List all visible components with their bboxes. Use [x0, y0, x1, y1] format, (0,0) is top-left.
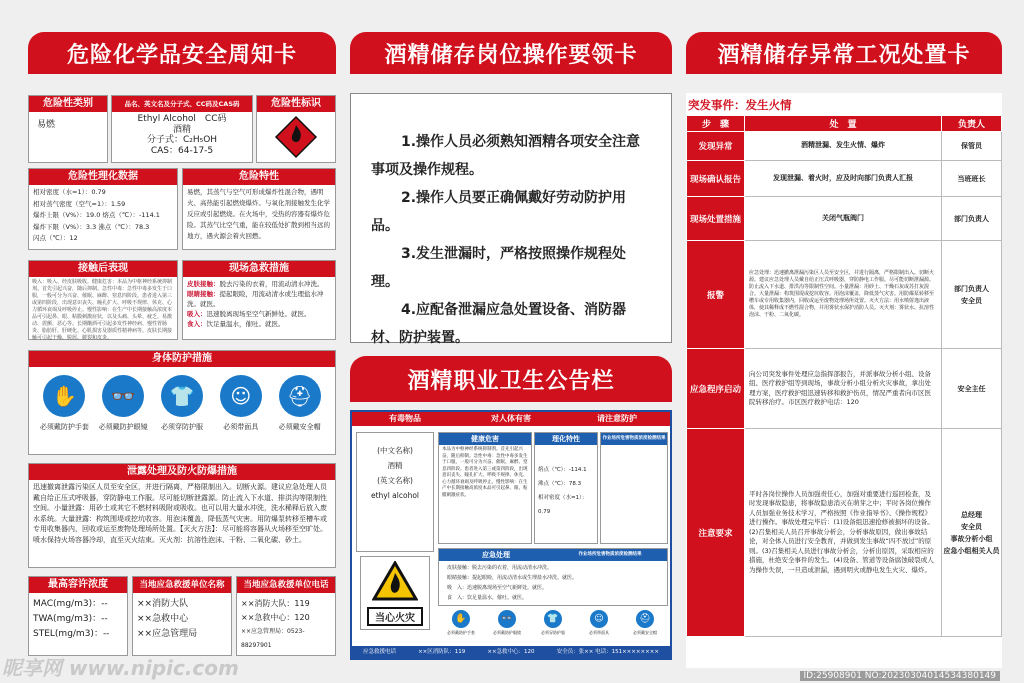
max-concentration-box: 最高容许浓度 MAC(mg/m3)：-- TWA(mg/m3)：-- STEL(mg/m3)：-- [28, 576, 128, 656]
ppe-helmet: ⛑ 必须戴安全帽 [271, 375, 329, 432]
rescue-phone-box: 当地应急救援单位电话 ××消防大队：119 ××急救中心：120 ××应急管理局：0523-88297901 [236, 576, 336, 656]
physchem-box: 危险性理化数据 相对密度（水=1）：0.79 相对蒸气密度（空气=1）：1.59 爆炸上限（V%）：19.0 熔点（℃）：-114.1 爆炸下限（V%）：3.3 沸点（℃）：78.3 闪点（℃）：12 [28, 168, 178, 250]
gas-mask-icon: ☺ [220, 375, 262, 417]
table-row: 现场处置措施 关闭气瓶阀门 部门负责人 [687, 197, 1002, 241]
table-row: 应急程序启动 向公司突发事件处理应急指挥部报告，并派事故分析小组、设备组、医疗救护组等到现场，事故分析小组分析火灾事故，拿出处理方案，医疗救护组迅速转移和救护伤员，情况严重者向市区医院转移治疗。市区医疗救护电话：120 安全主任 [687, 349, 1002, 429]
table-row: 现场确认报告 发现泄漏、着火时，应及时向部门负责人汇报 当班班长 [687, 161, 1002, 197]
board-footer: 应急救援电话 ××区消防队：119 ××急救中心：120 安全员：张×× 电话：151×××××××× [352, 646, 670, 658]
table-row: 发现异常 酒精泄漏、发生火情、爆炸 保管员 [687, 132, 1002, 161]
ppe-mask: ☺ 必须带面具 [212, 375, 270, 432]
flammable-diamond-icon [274, 115, 318, 159]
gas-mask-icon: ☺ [590, 610, 608, 628]
table-row: 注意要求 平时各岗位操作人员加强责任心，加强对重要进行巡回检查，及时发现事故隐患，将事故隐患消灭在萌芽之中；平时各岗位操作人员加强业务技术学习，严格按照《作业指导书》、《操作规程》进行操作。事故处理完毕后：(1)设备组迅速抢修被损坏的设备。(2)召集相关人员召开事故分析会，分析事故原因，做出事故结论，对全体人员进行安全教育，并做到发生事故“四不放过”的原则。(3)召集相关人员进行事故分析会，分析出原因，采取相应的措施，杜绝安全事件的发生。(4)设备、管道等设备腐蚀破裂或人为操作失误，一旦造成泄漏，遇到明火或静电发生火灾、爆炸。 总经理 安全员 事故分析小组 应急小组相关人员 [687, 429, 1002, 637]
product-name-box: 品名、英文名及分子式、CC码及CAS码 Ethyl Alcohol CC码 酒精 分子式：C₂H₅OH CAS：64-17-5 [111, 95, 253, 163]
leak-handling-box: 泄露处理及防火防爆措施 迅速撤离泄露污染区人员至安全区，并进行隔离，严格限制出入。切断火源。建议应急处理人员戴自给正压式呼吸器，穿防静电工作服。尽可能切断泄露源。防止流入下水道、排洪沟等限制性空间。小量泄露：用砂土或其它不燃材料吸附或吸收。也可以用大量水冲洗，洗水稀释后放入废水系统。大量泄露：构筑围堤或挖坑收容。用泡沫覆盖，降低蒸气灾害。用防爆泵转移至槽车或专用收集器内，回收或运至废物处理场所处置。【灭火方法】：尽可能将容器从火场移至空旷处。喷水保持火场容器冷却，直至灭火结束。灭火剂：抗溶性泡沫、干粉、二氧化碳、砂土。 [28, 463, 336, 568]
ppe-gloves: ✋ 必须戴防护手套 [35, 375, 93, 432]
ppe-goggles: 👓 必须戴防护眼镜 [94, 375, 152, 432]
card4-title: 酒精储存异常工况处置卡 [686, 32, 1002, 74]
helmet-icon: ⛑ [279, 375, 321, 417]
card3-title: 酒精职业卫生公告栏 [350, 356, 672, 402]
rescue-unit-box: 当地应急救援单位名称 ××消防大队 ××急救中心 ××应急管理局 [132, 576, 232, 656]
ppe-box: 身体防护措施 ✋ 必须戴防护手套 👓 必须戴防护眼镜 👕 必须穿防护服 ☺ 必须带面具 ⛑ 必须戴安全帽 [28, 350, 336, 455]
operation-points-box: 1.操作人员必须熟知酒精各项安全注意事项及操作规程。 2.操作人员要正确佩戴好劳动防护用品。 3.发生泄漏时，严格按照操作规程处理。 4.应配备泄漏应急处置设备、消防器材、防护装置。 [350, 93, 672, 343]
product-name-lines: Ethyl Alcohol CC码 酒精 分子式：C₂H₅OH CAS：64-17-5 [137, 114, 227, 156]
substance-name: (中文名称) 酒精 (英文名称) ethyl alcohol [356, 432, 434, 552]
protective-suit-icon: 👕 [544, 610, 562, 628]
image-id: ID:25908901 NO:20230304014534380149 [800, 671, 1001, 681]
health-hazard: 健康危害 本品为中枢神经系统抑制剂。首先引起兴奋，随后抑制。急性中毒：急性中毒多发生于口服，一般可分为兴奋、催眠、麻醉、窒息四阶段。患者进入第三或第四阶段，出现意识丧失、瞳孔扩大、呼吸不规律、休克、心力循环衰竭及呼吸停止。慢性影响：在生产中长期接触高浓度本品可引起鼻、眼、粘膜刺激症状。 [438, 432, 532, 544]
occupational-board: 有毒物品 对人体有害 请注意防护 (中文名称) 酒精 (英文名称) ethyl alcohol 健康危害 本品为中枢神经系统抑制剂。首先引起兴奋，随后抑制。急性中毒：急性中毒多发生于口服，一般可分为兴奋、催眠、麻醉、窒息四阶段。患者进入第三或第四阶段，出现意识丧失、瞳孔扩大、呼吸不规律、休克、心力循环衰竭及呼吸停止。慢性影响：在生产中长期接触高浓度本品可引起鼻、眼、粘膜刺激症状。 理化特性 熔点（℃）：-114.1 沸点（℃）：78.3 相对密度（水=1）：0.79 作业场所危害物质浓度检测结果 当心火灾 应急处理 作业场所危害物质浓度检测结果 皮肤接触：脱去污染的衣着，用流动清水冲洗。 眼睛接触：提起眼睑，用流动清水或生理盐水冲洗。就医。 吸 入：迅速脱离现场至空气新鲜处。就医。 食 入：饮足量温水，催吐。就医。 ✋ 必须戴防护手套 👓 必须戴防护眼镜 👕 必须穿防护服 ☺ 必须带面具 ⛑ 必须戴安全帽 应急救援电话 ××区消防队：119 ××急救中心：120 安全员：张×× 电话：151×××××××× [350, 410, 672, 660]
card2-title: 酒精储存岗位操作要领卡 [350, 32, 672, 74]
board-ppe-row: ✋ 必须戴防护手套 👓 必须戴防护眼镜 👕 必须穿防护服 ☺ 必须带面具 ⛑ 必须戴安全帽 [438, 610, 668, 636]
table-row: 报警 应急处理：迅速撤离泄漏污染区人员至安全区，并进行隔离，严格限制出入。切断火源。建议应急处理人员戴自给正压式呼吸器，穿防静电工作服。尽可能切断泄漏源。防止流入下水道、排洪沟等限制性空间。小量泄漏：用砂土、干燥石灰或苏打灰混合。大量泄漏：构筑围堤或挖坑收容。用泡沫覆盖，降低蒸气灾害。用防爆泵转移至槽车或专用收集器内，回收或运至废物处理场所处置。灭火方法：用水喷射逸出液体，使其稀释成不燃性混合物，并用雾状水保护消防人员。灭火剂：雾状水、抗溶性泡沫、干粉、二氧化碳。 部门负责人 安全员 [687, 241, 1002, 349]
card1-title: 危险化学品安全周知卡 [28, 32, 336, 74]
handling-table: 步 骤 处 置 负责人 发现异常 酒精泄漏、发生火情、爆炸 保管员 现场确认报告 发现泄漏、着火时，应及时向部门负责人汇报 当班班长 现场处置措施 关闭气瓶阀门 部门负责人 报警 应急处理：迅速撤离泄漏污染区人员至安全区，并进行隔离，严格限制出入。切断火源。建议应急处理人员戴自给正压式呼吸器，穿防静电工作服。尽可能切断泄漏源。防止流入下水道、排洪沟等限制性空间。小量泄漏：用砂土、干燥石灰或苏打灰混合。大量泄漏：构筑围堤或挖坑收容。用泡沫覆盖，降低蒸气灾害。用防爆泵转移至槽车或专用收集器内，回收或运至废物处理场所处置。灭火方法：用水喷射逸出液体，使其稀释成不燃性混合物，并用雾状水保护消防人员。灭火剂：雾状水、抗溶性泡沫、干粉、二氧化碳。 部门负责人 安全员 应急程序启动 向公司突发事件处理应急指挥部报告，并派事故分析小组、设备组、医疗救护组等到现场，事故分析小组分析火灾事故，拿出处理方案，医疗救护组迅速转移和救护伤员，情况严重者向市区医院转移治疗。市区医疗救护电话：120 安全主任 注意要求 平时各岗位操作人员加强责任心，加强对重要进行巡回检查，及时发现事故隐患，将事故隐患消灭在萌芽之中；平时各岗位操作人员加强业务技术学习，严格按照《作业指导书》、《操作规程》进行操作。事故处理完毕后：(1)设备组迅速抢修被损坏的设备。(2)召集相关人员召开事故分析会，分析事故原因，做出事故结论，对全体人员进行安全教育，并做到发生事故“四不放过”的原则。(3)召集相关人员进行事故分析会，分析出原因，采取相应的措施，杜绝安全事件的发生。(4)设备、管道等设备腐蚀破裂或人为操作失误，一旦造成泄漏，遇到明火或静电发生火灾、爆炸。 总经理 安全员 事故分析小组 应急小组相关人员 [686, 115, 1002, 637]
gloves-icon: ✋ [452, 610, 470, 628]
hazard-mark-box: 危险性标识 [256, 95, 336, 163]
goggles-icon: 👓 [498, 610, 516, 628]
hazard-characteristics-box: 危险特性 易燃，其蒸气与空气可形成爆炸性混合物，遇明火、高热能引起燃烧爆炸。与氧化剂接触发生化学反应或引起燃烧。在火场中，受热的容器有爆炸危险。其蒸气比空气重，能在较低处扩散到相当远的地方，遇火源会着火回燃。 [182, 168, 336, 250]
watermark: 昵享网 www.nipic.com [2, 656, 239, 680]
first-aid-box: 现场急救措施 皮肤接触：脱去污染的衣着，用流动清水冲洗。 眼睛接触：提起眼睑，用流动清水或生理盐水冲洗。就医。 吸入：迅速脱离现场至空气新鲜处。就医。 食入：饮足量温水，催吐。就医。 [182, 260, 336, 340]
emergency-handling: 应急处理 作业场所危害物质浓度检测结果 皮肤接触：脱去污染的衣着，用流动清水冲洗。 眼睛接触：提起眼睑，用流动清水或生理盐水冲洗。就医。 吸 入：迅速脱离现场至空气新鲜处。就医。 食 入：饮足量温水，催吐。就医。 [438, 548, 668, 606]
hazard-class-box: 危险性类别 易燃 [28, 95, 108, 163]
protective-suit-icon: 👕 [161, 375, 203, 417]
goggles-icon: 👓 [102, 375, 144, 417]
helmet-icon: ⛑ [636, 610, 654, 628]
ppe-suit: 👕 必须穿防护服 [153, 375, 211, 432]
fire-warning-icon [372, 561, 418, 601]
abnormal-handling-card: 突发事件：发生火情 步 骤 处 置 负责人 发现异常 酒精泄漏、发生火情、爆炸 保管员 现场确认报告 发现泄漏、着火时，应及时向部门负责人汇报 当班班长 现场处置措施 关闭气瓶阀门 部门负责人 报警 应急处理：迅速撤离泄漏污染区人员至安全区，并进行隔离，严格限制出入。切断火源。建议应急处理人员戴自给正压式呼吸器，穿防静电工作服。尽可能切断泄漏源。防止流入下水道、排洪沟等限制性空间。小量泄漏：用砂土、干燥石灰或苏打灰混合。大量泄漏：构筑围堤或挖坑收容。用泡沫覆盖，降低蒸气灾害。用防爆泵转移至槽车或专用收集器内，回收或运至废物处理场所处置。灭火方法：用水喷射逸出液体，使其稀释成不燃性混合物，并用雾状水保护消防人员。灭火剂：雾状水、抗溶性泡沫、干粉、二氧化碳。 部门负责人 安全员 应急程序启动 向公司突发事件处理应急指挥部报告，并派事故分析小组、设备组、医疗救护组等到现场，事故分析小组分析火灾事故，拿出处理方案，医疗救护组迅速转移和救护伤员，情况严重者向市区医院转移治疗。市区医疗救护电话：120 安全主任 注意要求 平时各岗位操作人员加强责任心，加强对重要进行巡回检查，及时发现事故隐患，将事故隐患消灭在萌芽之中；平时各岗位操作人员加强业务技术学习，严格按照《作业指导书》、《操作规程》进行操作。事故处理完毕后：(1)设备组迅速抢修被损坏的设备。(2)召集相关人员召开事故分析会，分析事故原因，做出事故结论，对全体人员进行安全教育，并做到发生事故“四不放过”的原则。(3)召集相关人员进行事故分析会，分析出原因，采取相应的措施，杜绝安全事件的发生。(4)设备、管道等设备腐蚀破裂或人为操作失误，一旦造成泄漏，遇到明火或静电发生火灾、爆炸。 总经理 安全员 事故分析小组 应急小组相关人员 [686, 93, 1002, 668]
concentration-result: 作业场所危害物质浓度检测结果 [600, 432, 668, 544]
gloves-icon: ✋ [43, 375, 85, 417]
chem-properties: 理化特性 熔点（℃）：-114.1 沸点（℃）：78.3 相对密度（水=1）：0.79 [534, 432, 598, 544]
fire-warning-sign: 当心火灾 [360, 556, 430, 630]
contact-effects-box: 接触后表现 吸入：吸入、经皮肤吸收。健康危害：本品为中枢神经系统抑制剂。首先引起兴奋，随后抑制。急性中毒：急性中毒多发生于口服，一般可分为兴奋、催眠、麻醉、窒息四阶段。患者进入第三或第四阶段，出现意识丧失、瞳孔扩大、呼吸不规律、休克、心力循环衰竭及呼吸停止。慢性影响：在生产中长期接触高浓度本品可引起鼻、眼、粘膜刺激症状，以及头痛、头晕、疲乏、易激动、震颤、恶心等。长期酗酒可引起多发性神经病、慢性胃肠炎、脂肪肝、肝硬化、心肌损害及器质性精神病等。皮肤长期接触可引起干燥、脱屑、皲裂和皮炎。 [28, 260, 178, 340]
